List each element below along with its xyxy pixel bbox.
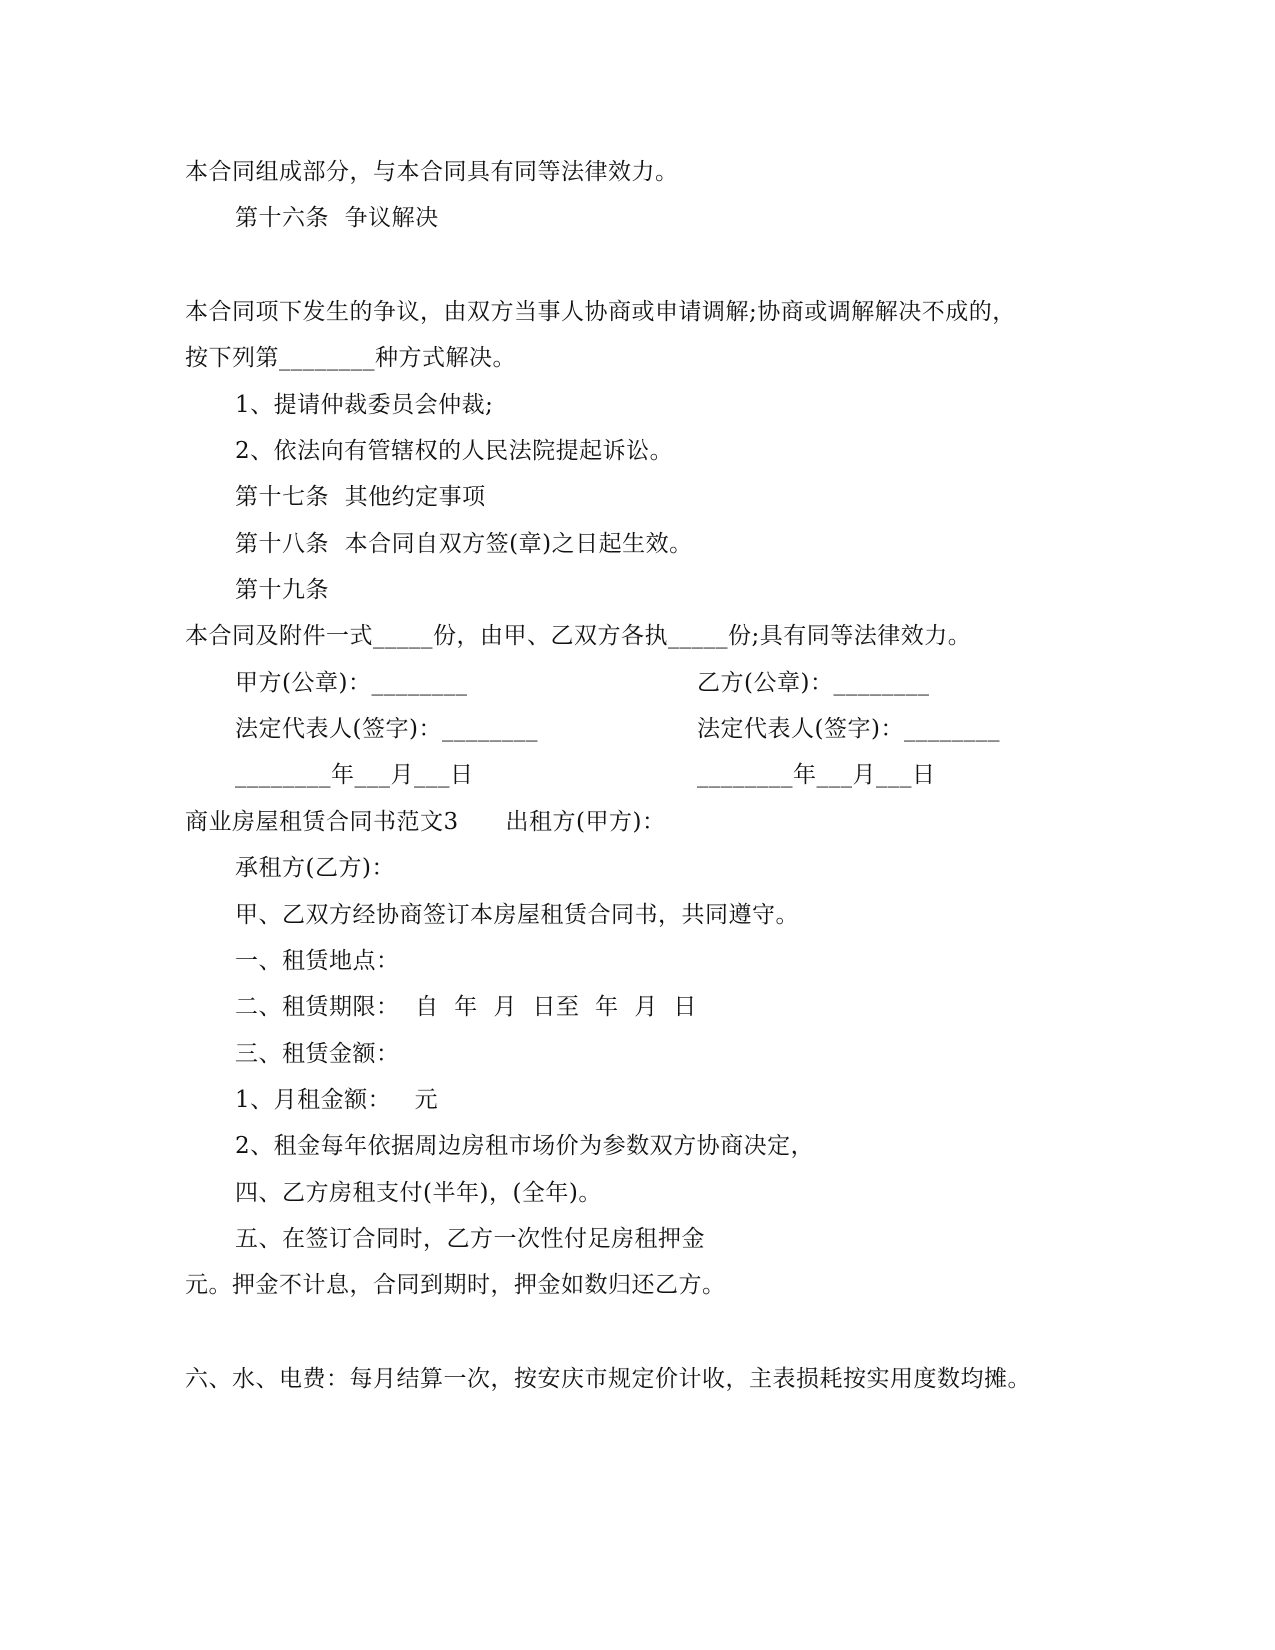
list-item: 1、提请仲裁委员会仲裁; [235, 392, 494, 418]
clause-line: 1、月租金额： 元 [235, 1087, 439, 1113]
clause-line: 二、租赁期限： 自 年 月 日至 年 月 日 [235, 994, 697, 1020]
clause-line: 三、租赁金额： [235, 1041, 400, 1067]
article-16-heading: 第十六条 争议解决 [235, 205, 439, 231]
party-b-date-line: ________年___月___日 [697, 762, 936, 788]
paragraph-line: 本合同及附件一式_____份，由甲、乙双方各执_____份;具有同等法律效力。 [185, 623, 972, 649]
article-18-heading: 第十八条 本合同自双方签(章)之日起生效。 [235, 531, 693, 557]
clause-line: 一、租赁地点： [235, 948, 400, 974]
paragraph-line: 本合同项下发生的争议，由双方当事人协商或申请调解;协商或调解解决不成的， [185, 299, 1016, 325]
clause-line: 2、租金每年依据周边房租市场价为参数双方协商决定， [235, 1133, 815, 1159]
paragraph-line: 本合同组成部分，与本合同具有同等法律效力。 [185, 159, 679, 185]
party-b-rep-line: 法定代表人(签字)：________ [697, 716, 1000, 742]
paragraph-line: 承租方(乙方)： [235, 855, 395, 881]
clause-line: 四、乙方房租支付(半年)，(全年)。 [235, 1180, 602, 1206]
clause-line: 六、水、电费：每月结算一次，按安庆市规定价计收，主表损耗按实用度数均摊。 [185, 1366, 1031, 1392]
party-b-seal-line: 乙方(公章)：________ [697, 670, 930, 696]
article-19-heading: 第十九条 [235, 577, 329, 603]
article-17-heading: 第十七条 其他约定事项 [235, 484, 486, 510]
section-title-line: 商业房屋租赁合同书范文3 出租方(甲方)： [185, 809, 666, 835]
party-a-rep-line: 法定代表人(签字)：________ [235, 716, 538, 742]
paragraph-line: 甲、乙双方经协商签订本房屋租赁合同书，共同遵守。 [235, 902, 799, 928]
paragraph-line: 按下列第________种方式解决。 [185, 345, 516, 371]
party-a-seal-line: 甲方(公章)：________ [235, 670, 468, 696]
party-a-date-line: ________年___月___日 [235, 762, 474, 788]
list-item: 2、依法向有管辖权的人民法院提起诉讼。 [235, 438, 674, 464]
paragraph-line: 元。押金不计息，合同到期时，押金如数归还乙方。 [185, 1272, 726, 1298]
clause-line: 五、在签订合同时，乙方一次性付足房租押金 [235, 1226, 705, 1252]
